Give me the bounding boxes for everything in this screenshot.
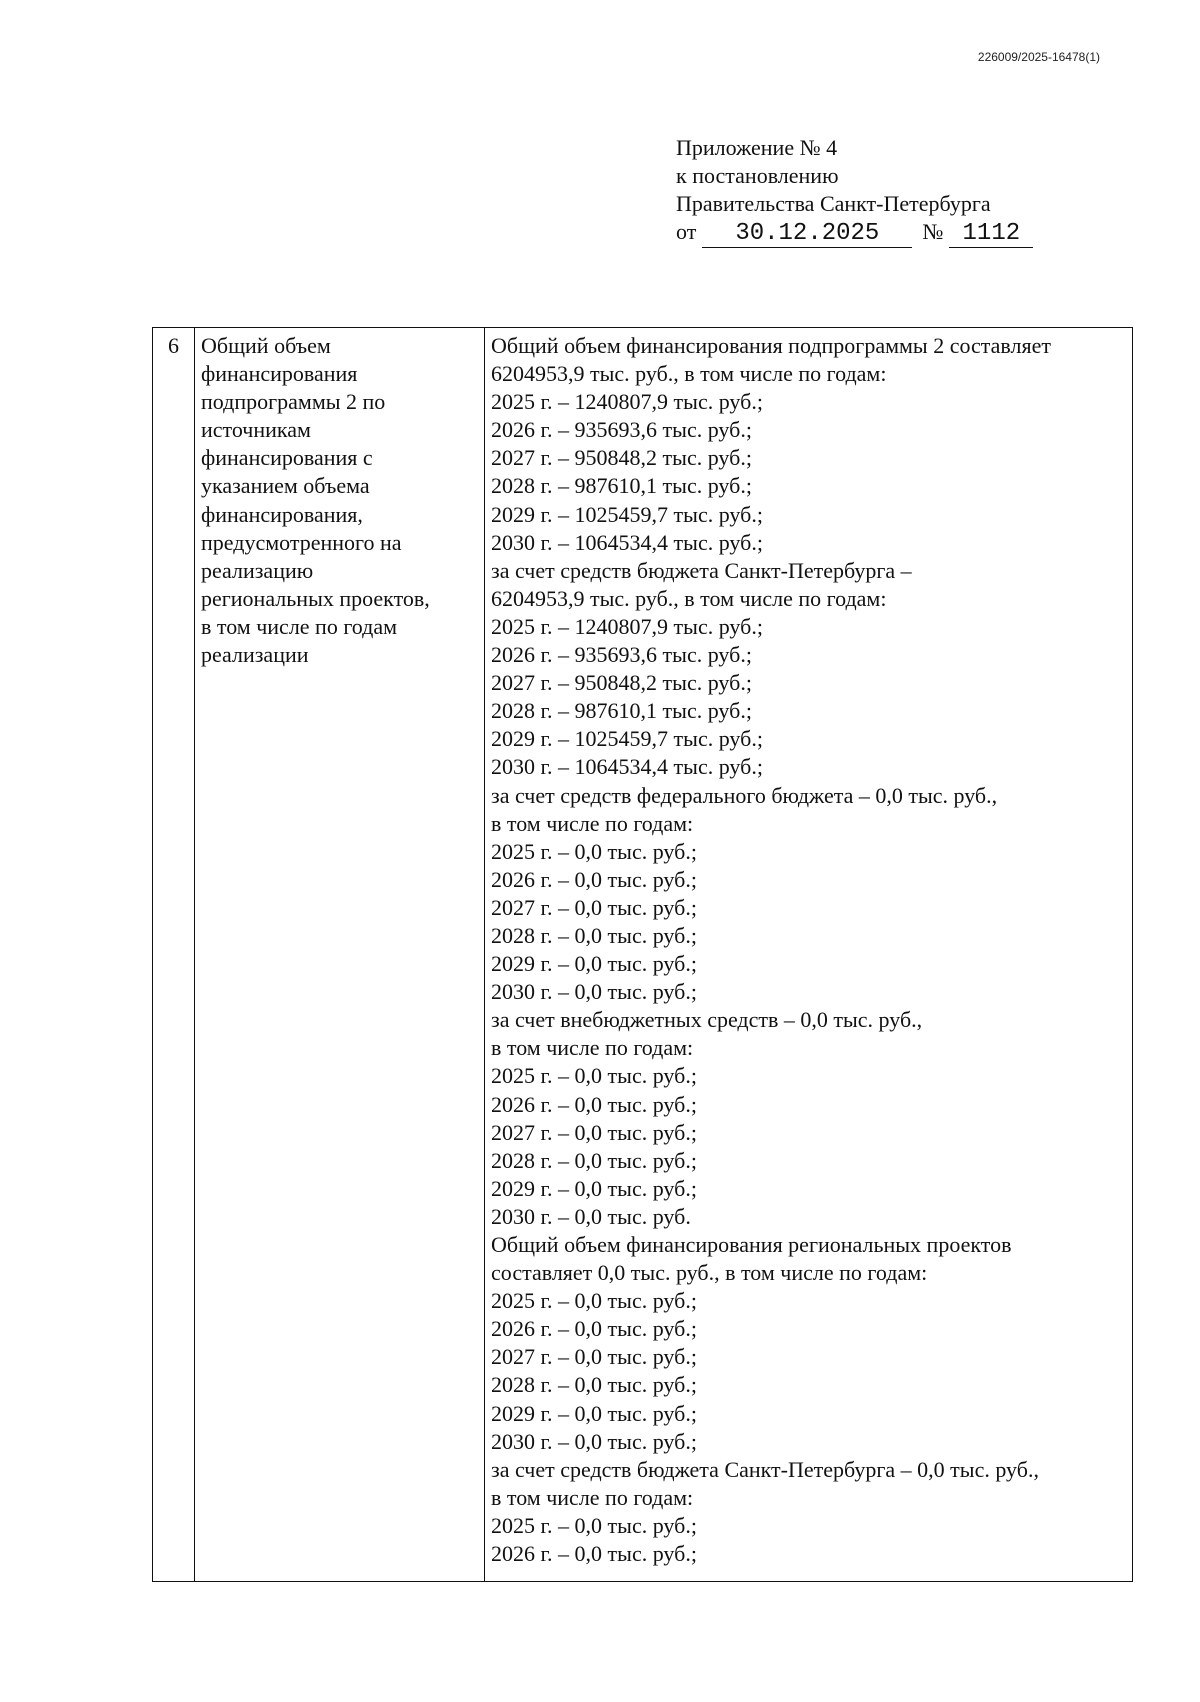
content-line: 2026 г. – 935693,6 тыс. руб.;: [491, 642, 752, 668]
content-line: 2029 г. – 1025459,7 тыс. руб.;: [491, 501, 763, 527]
content-line: 2025 г. – 0,0 тыс. руб.;: [491, 1288, 697, 1314]
row-number: 6: [168, 333, 179, 358]
content-line: 6204953,9 тыс. руб., в том числе по годам:: [491, 361, 887, 387]
content-line: 2025 г. – 1240807,9 тыс. руб.;: [491, 389, 763, 415]
content-line: 2026 г. – 0,0 тыс. руб.;: [491, 1091, 697, 1117]
content-line: 2029 г. – 0,0 тыс. руб.;: [491, 1400, 697, 1426]
content-line: Общий объем финансирования подпрограммы 2 составляет: [491, 333, 1052, 358]
content-line: 2025 г. – 0,0 тыс. руб.;: [491, 1512, 697, 1538]
table-row: [153, 328, 1133, 1582]
content-line: 2028 г. – 987610,1 тыс. руб.;: [491, 698, 752, 724]
content-line: 2028 г. – 0,0 тыс. руб.;: [491, 1147, 697, 1173]
content-line: 2025 г. – 1240807,9 тыс. руб.;: [491, 613, 763, 639]
content-line: 2026 г. – 0,0 тыс. руб.;: [491, 866, 697, 892]
label-line: финансирования с: [201, 445, 373, 471]
content-line: 2025 г. – 0,0 тыс. руб.;: [491, 838, 697, 864]
label-line: Общий объем: [201, 333, 331, 358]
label-line: реализации: [201, 642, 309, 668]
content-line: 2029 г. – 0,0 тыс. руб.;: [491, 951, 697, 977]
content-line: в том числе по годам:: [491, 810, 694, 836]
content-line: 2028 г. – 0,0 тыс. руб.;: [491, 1372, 697, 1398]
resolution-date: 30.12.2025: [702, 221, 912, 248]
content-line: 2030 г. – 0,0 тыс. руб.;: [491, 979, 697, 1005]
content-line: 2030 г. – 0,0 тыс. руб.: [491, 1203, 691, 1229]
appendix-title: Приложение № 4: [676, 135, 838, 160]
resolution-number: 1112: [949, 221, 1033, 248]
content-line: 6204953,9 тыс. руб., в том числе по годам:: [491, 585, 887, 611]
label-line: финансирования,: [201, 501, 363, 527]
appendix-government-line: Правительства Санкт-Петербурга: [676, 191, 991, 216]
content-line: за счет средств бюджета Санкт-Петербурга –: [491, 557, 912, 583]
content-line: в том числе по годам:: [491, 1484, 694, 1510]
label-line: источникам: [201, 417, 311, 443]
label-line: подпрограммы 2 по: [201, 389, 386, 415]
content-line: в том числе по годам:: [491, 1035, 694, 1061]
content-line: 2027 г. – 0,0 тыс. руб.;: [491, 1119, 697, 1145]
content-line: 2025 г. – 0,0 тыс. руб.;: [491, 1063, 697, 1089]
content-line: за счет средств федерального бюджета – 0,0 тыс. руб.,: [491, 782, 998, 808]
content-line: Общий объем финансирования региональных проектов: [491, 1232, 1012, 1257]
financing-table: [152, 327, 1133, 1582]
row-number-cell: [153, 328, 195, 1582]
appendix-resolution-line: к постановлению: [676, 163, 839, 188]
appendix-header: [676, 134, 1033, 248]
content-line: 2030 г. – 0,0 тыс. руб.;: [491, 1428, 697, 1454]
from-label: от: [676, 219, 697, 244]
document-id: 226009/2025-16478(1): [977, 50, 1100, 64]
content-line: 2026 г. – 0,0 тыс. руб.;: [491, 1316, 697, 1342]
content-line: 2029 г. – 0,0 тыс. руб.;: [491, 1175, 697, 1201]
content-line: 2027 г. – 0,0 тыс. руб.;: [491, 1344, 697, 1370]
content-line: 2028 г. – 0,0 тыс. руб.;: [491, 922, 697, 948]
label-line: финансирования: [201, 361, 358, 387]
label-line: указанием объема: [201, 473, 370, 499]
content-line: 2026 г. – 935693,6 тыс. руб.;: [491, 417, 752, 443]
number-label: №: [922, 219, 944, 244]
content-line: 2030 г. – 1064534,4 тыс. руб.;: [491, 754, 763, 780]
row-content-cell: [485, 328, 1133, 1582]
label-line: предусмотренного на: [201, 529, 402, 555]
appendix-date-number-line: [676, 218, 1033, 248]
content-line: составляет 0,0 тыс. руб., в том числе по годам:: [491, 1260, 928, 1286]
content-line: 2029 г. – 1025459,7 тыс. руб.;: [491, 726, 763, 752]
content-line: 2027 г. – 0,0 тыс. руб.;: [491, 894, 697, 920]
content-line: 2027 г. – 950848,2 тыс. руб.;: [491, 670, 752, 696]
label-line: в том числе по годам: [201, 613, 398, 639]
content-line: 2028 г. – 987610,1 тыс. руб.;: [491, 473, 752, 499]
content-line: 2030 г. – 1064534,4 тыс. руб.;: [491, 529, 763, 555]
content-line: за счет средств бюджета Санкт-Петербурга – 0,0 тыс. руб.,: [491, 1456, 1039, 1482]
row-label-cell: [195, 328, 485, 1582]
content-line: 2026 г. – 0,0 тыс. руб.;: [491, 1541, 697, 1567]
content-line: за счет внебюджетных средств – 0,0 тыс. руб.,: [491, 1007, 923, 1033]
content-line: 2027 г. – 950848,2 тыс. руб.;: [491, 445, 752, 471]
label-line: региональных проектов,: [201, 585, 430, 611]
label-line: реализацию: [201, 557, 314, 583]
